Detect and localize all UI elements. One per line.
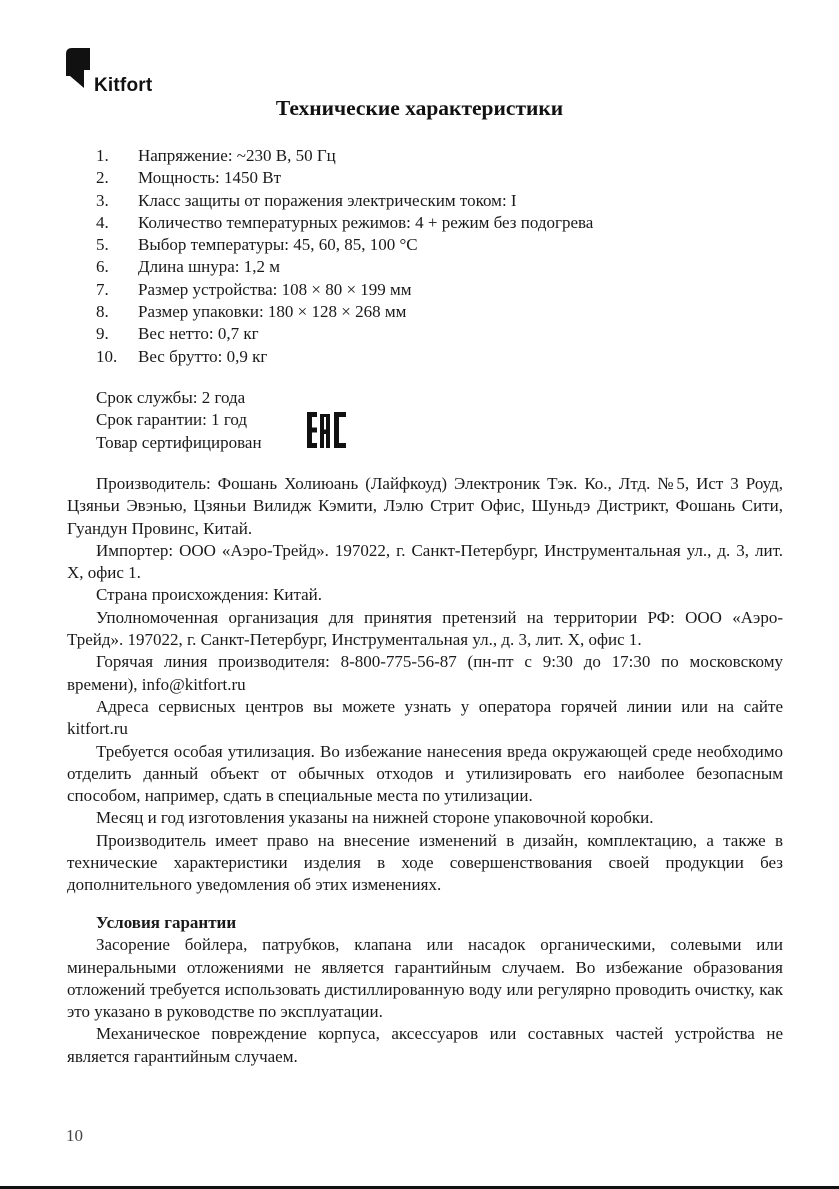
spec-text: Размер упаковки: 180 × 128 × 268 мм (138, 302, 407, 322)
manufacturer-info (67, 473, 783, 897)
spec-item (96, 323, 593, 345)
page-title: Технические характеристики (275, 96, 564, 120)
spec-number: 5. (96, 235, 109, 255)
spec-number: 8. (96, 302, 109, 322)
eac-certification-icon (305, 410, 349, 450)
spec-item (96, 301, 593, 323)
spec-text: Напряжение: ~230 В, 50 Гц (138, 146, 336, 165)
importer-paragraph: Импортер: ООО «Аэро-Трейд». 197022, г. Санкт-Петербург, Инструментальная ул., д. 3, лит. Х, офис 1. (67, 540, 783, 583)
spec-list (96, 145, 593, 368)
spec-number: 2. (96, 168, 109, 188)
manufacturer-paragraph: Производитель: Фошань Холиюань (Лайфкоуд) Электроник Тэк. Ко., Лтд. №5, Ист 3 Роуд, Цзяньи Эвэнью, Цзяньи Вилидж Кэмити, Лэлю Стрит Офис, Шуньдэ Дистрикт, Фошань Сити, Гуандун Провинс, Китай. (67, 474, 783, 538)
spec-item (96, 234, 593, 256)
spec-item (96, 279, 593, 301)
warranty-paragraph: Механическое повреждение корпуса, аксессуаров или составных частей устройства не является гарантийным случаем. (67, 1024, 783, 1066)
spec-item (96, 190, 593, 212)
spec-text: Количество температурных режимов: 4 + режим без подогрева (138, 212, 594, 232)
page-number: 10 (66, 1126, 83, 1145)
spec-item (96, 167, 593, 189)
spec-number: 7. (96, 279, 109, 299)
hotline-paragraph: Горячая линия производителя: 8-800-775-56-87 (пн-пт с 9:30 до 17:30 по московскому времени), info@kitfort.ru (67, 652, 783, 694)
authorized-organization-paragraph: Уполномоченная организация для принятия претензий на территории РФ: ООО «Аэро-Трейд». 197022, г. Санкт-Петербург, Инструментальная ул., д. 3, лит. Х, офис 1. (67, 607, 783, 650)
spec-text: Класс защиты от поражения электрическим током: I (138, 190, 517, 210)
spec-text: Мощность: 1450 Вт (138, 168, 282, 188)
warranty-section (67, 912, 783, 1068)
disposal-paragraph: Требуется особая утилизация. Во избежание нанесения вреда окружающей среде необходимо отделить данный объект от обычных отходов и утилизировать его наиболее безопасным способом, например, сдать в специальные места по утилизации. (67, 741, 783, 806)
service-centers-paragraph: Адреса сервисных центров вы можете узнать у оператора горячей линии или на сайте kitfort.ru (67, 696, 783, 739)
spec-number: 4. (96, 212, 109, 232)
origin-paragraph: Страна происхождения: Китай. (96, 585, 323, 605)
spec-item (96, 256, 593, 278)
spec-text: Размер устройства: 108 × 80 × 199 мм (138, 279, 412, 299)
spec-number: 1. (96, 146, 109, 165)
spec-number: 10. (96, 346, 118, 366)
spec-item (96, 346, 593, 368)
spec-number: 6. (96, 257, 109, 277)
spec-text: Вес нетто: 0,7 кг (138, 324, 259, 344)
warranty-heading: Условия гарантии (96, 913, 237, 932)
brand-name: Kitfort (94, 75, 153, 96)
spec-text: Вес брутто: 0,9 кг (138, 346, 268, 366)
spec-text: Длина шнура: 1,2 м (138, 257, 281, 277)
spec-number: 9. (96, 324, 109, 344)
service-life: Срок службы: 2 года (96, 388, 246, 407)
spec-number: 3. (96, 190, 109, 210)
spec-item (96, 212, 593, 234)
manufacture-date-paragraph: Месяц и год изготовления указаны на нижней стороне упаковочной коробки. (96, 808, 654, 828)
changes-notice-paragraph: Производитель имеет право на внесение изменений в дизайн, комплектацию, а также в технические характеристики изделия в ходе совершенствования своей продукции без дополнительного уведомления об этих изменениях. (67, 830, 783, 895)
warranty-paragraph: Засорение бойлера, патрубков, клапана или насадок органическими, солевыми или минеральными отложениями не является гарантийным случаем. Во избежание образования отложений требуется использовать дистиллированную воду или регулярно проводить очистку, как это указано в руководстве по эксплуатации. (67, 935, 783, 1022)
spec-item (96, 145, 593, 167)
service-terms (96, 387, 262, 454)
kitfort-logo-mark (66, 48, 96, 94)
kitfort-logo (66, 48, 176, 98)
certification-note: Товар сертифицирован (96, 432, 262, 452)
spec-text: Выбор температуры: 45, 60, 85, 100 °C (138, 235, 418, 255)
warranty-period: Срок гарантии: 1 год (96, 410, 248, 430)
